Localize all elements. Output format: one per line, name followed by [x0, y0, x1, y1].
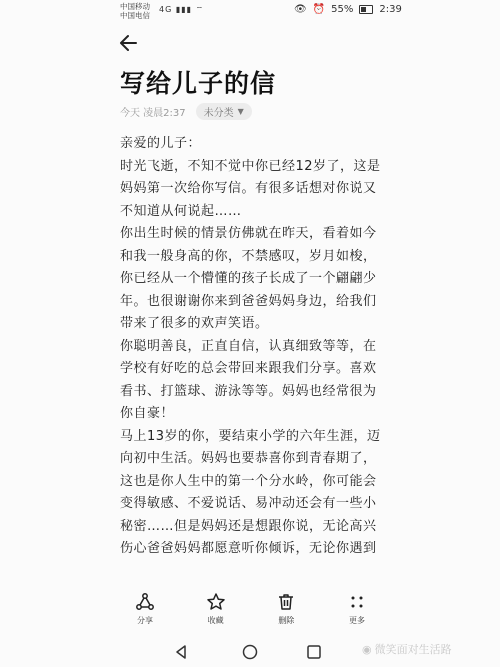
- circle-home-icon: [241, 643, 259, 661]
- paragraph: 时光飞逝，不知不觉中你已经12岁了，这是妈妈第一次给你写信。有很多话想对你说又不知道从何说起……: [120, 158, 381, 219]
- note-body[interactable]: [120, 133, 382, 598]
- favorite-label: 收藏: [207, 616, 224, 625]
- caret-down-icon: ▼: [237, 106, 244, 116]
- watermark-logo-icon: ◉: [362, 642, 372, 656]
- favorite-button[interactable]: [191, 592, 241, 632]
- share-button[interactable]: [120, 592, 170, 632]
- status-bar: [0, 0, 500, 22]
- bottom-toolbar: [120, 592, 382, 632]
- paragraph: 马上13岁的你，要结束小学的六年生涯，迈向初中生活。妈妈也要恭喜你到青春期了，这也是你人生中的第一个分水岭，你可能会变得敏感、不爱说话、易冲动还会有一些小秘密……但是妈妈还是想跟你说，无论高兴伤心爸爸妈妈都愿意听你倾诉，无论你遇到: [120, 428, 381, 556]
- paragraph: 亲爱的儿子：: [120, 136, 202, 151]
- battery-percent: 55%: [331, 4, 354, 15]
- trash-icon: [276, 592, 296, 612]
- more-label: 更多: [348, 616, 365, 625]
- note-meta: [120, 103, 252, 119]
- clock: 2:39: [379, 4, 402, 15]
- battery-icon: [359, 5, 373, 14]
- category-dropdown[interactable]: [196, 103, 252, 120]
- category-label: 未分类: [203, 107, 234, 119]
- carrier-2: 中国电信: [120, 11, 150, 20]
- paragraph: 你聪明善良，正直自信，认真细致等等，在学校有好吃的总会带回来跟我们分享。喜欢看书、打篮球、游泳等等。妈妈也经常很为你自豪！: [120, 338, 377, 421]
- status-right: [294, 4, 402, 15]
- watermark-text: 微笑面对生活路: [374, 643, 452, 656]
- eye-icon: 👁: [294, 4, 307, 15]
- nav-home-button[interactable]: [241, 643, 259, 661]
- delete-label: 删除: [278, 616, 295, 625]
- more-grid-icon: [347, 592, 367, 612]
- note-title[interactable]: 写给儿子的信: [120, 69, 277, 98]
- delete-button[interactable]: [261, 592, 311, 632]
- square-recents-icon: [305, 643, 323, 661]
- star-icon: [206, 592, 226, 612]
- share-label: 分享: [137, 616, 153, 625]
- arrow-left-icon: [116, 30, 142, 56]
- note-date: 今天 凌晨2:37: [120, 107, 186, 119]
- nav-back-button[interactable]: [172, 643, 190, 661]
- share-icon: [135, 592, 155, 612]
- triangle-back-icon: [172, 643, 190, 661]
- alarm-icon: ⏰: [312, 4, 326, 15]
- nav-recents-button[interactable]: [305, 643, 323, 661]
- watermark: [362, 641, 452, 657]
- more-button[interactable]: [332, 592, 382, 632]
- carrier-1: 中国移动: [120, 2, 150, 11]
- network-badge: 4G: [159, 5, 173, 14]
- back-button[interactable]: [116, 30, 142, 56]
- carrier-labels: [120, 2, 150, 20]
- paragraph: 你出生时候的情景仿佛就在昨天，看着如今和我一般身高的你，不禁感叹，岁月如梭，你已经从一个懵懂的孩子长成了一个翩翩少年。也很谢谢你来到爸爸妈妈身边，给我们带来了很多的欢声笑语。: [120, 226, 377, 331]
- signal-icon: 4G ▮▮▮ ⌔: [159, 5, 205, 14]
